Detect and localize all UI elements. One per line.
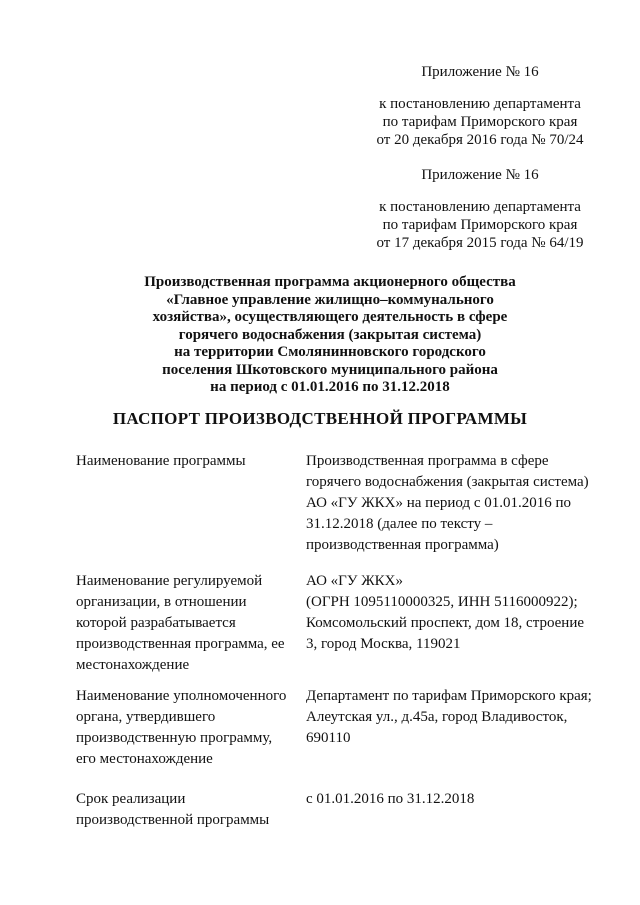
label-line: Наименование уполномоченного [76, 688, 287, 704]
appendix-line: к постановлению департамента [379, 96, 581, 112]
title-line: Производственная программа акционерного общества [144, 274, 516, 290]
title-line: горячего водоснабжения (закрытая система) [178, 326, 482, 343]
value-line: Комсомольский проспект, дом 18, строение [306, 615, 585, 631]
row-value [306, 789, 606, 810]
label-line: организации, в отношении [76, 594, 247, 610]
value-line: с 01.01.2016 по 31.12.2018 [306, 791, 475, 807]
value-line: 690110 [306, 730, 351, 746]
value-line: АО «ГУ ЖКХ» на период с 01.01.2016 по [306, 495, 572, 511]
title-line: поселения Шкотовского муниципального района [162, 361, 498, 378]
appendix-number: Приложение № 16 [421, 64, 539, 80]
appendix-header-current [360, 63, 600, 149]
value-line: 31.12.2018 (далее по тексту – [306, 516, 493, 532]
row-label [76, 451, 296, 472]
row-value [306, 571, 606, 655]
row-label [76, 571, 296, 676]
title-line: на период с 01.01.2016 по 31.12.2018 [210, 379, 450, 395]
value-line: горячего водоснабжения (закрытая система) [306, 474, 589, 490]
label-line: органа, утвердившего [76, 709, 216, 725]
title-line: хозяйства», осуществляющего деятельность в сфере [152, 309, 508, 325]
appendix-line: по тарифам Приморского края [382, 217, 578, 233]
value-line: Алеутская ул., д.45а, город Владивосток, [306, 709, 568, 725]
label-line: производственной программы [76, 812, 270, 828]
label-line: местонахождение [76, 657, 190, 673]
title-line: «Главное управление жилищно–коммунального [166, 291, 494, 308]
appendix-number: Приложение № 16 [421, 167, 539, 183]
label-line: Наименование регулируемой [76, 573, 263, 589]
value-line: Производственная программа в сфере [306, 453, 549, 469]
row-value [306, 451, 606, 556]
row-label [76, 686, 296, 770]
row-value [306, 686, 606, 749]
label-line: производственную программу, [76, 730, 273, 746]
value-line: АО «ГУ ЖКХ» [306, 573, 403, 589]
passport-heading: ПАСПОРТ ПРОИЗВОДСТВЕННОЙ ПРОГРАММЫ [112, 409, 528, 428]
label-line: производственная программа, ее [76, 636, 285, 652]
label-line: Наименование программы [76, 453, 246, 469]
value-line: 3, город Москва, 119021 [306, 636, 461, 652]
label-line: Срок реализации [76, 791, 186, 807]
label-line: его местонахождение [76, 751, 213, 767]
appendix-header-previous [360, 166, 600, 252]
appendix-line: от 20 декабря 2016 года № 70/24 [376, 132, 584, 148]
appendix-line: от 17 декабря 2015 года № 64/19 [376, 235, 584, 251]
title-line: на территории Смолянинновского городского [174, 344, 486, 360]
value-line: (ОГРН 1095110000325, ИНН 5116000922); [306, 594, 578, 610]
document-title [110, 274, 550, 397]
value-line: Департамент по тарифам Приморского края; [306, 688, 592, 704]
row-label [76, 789, 296, 831]
appendix-line: по тарифам Приморского края [382, 114, 578, 130]
label-line: которой разрабатывается [76, 615, 236, 631]
value-line: производственная программа) [306, 537, 499, 553]
appendix-line: к постановлению департамента [379, 199, 581, 215]
